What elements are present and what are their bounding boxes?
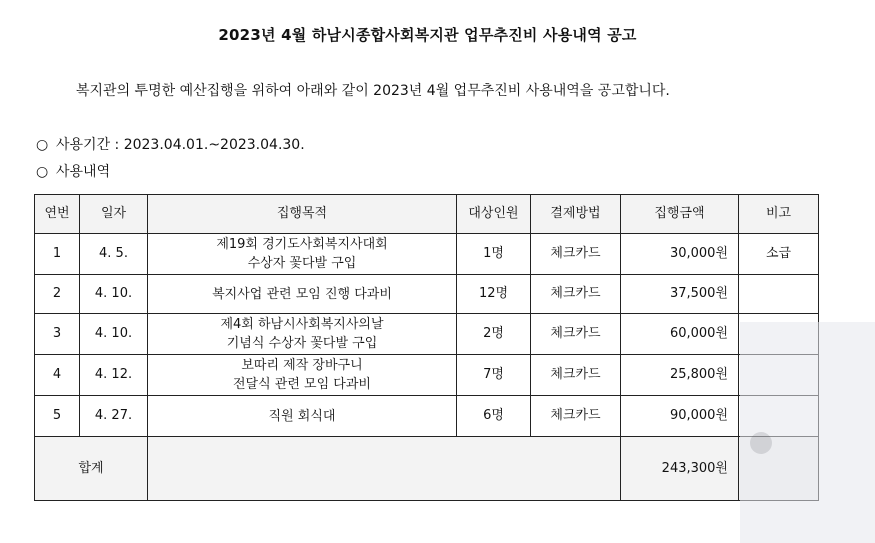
purpose-line: 제4회 하남시사회복지사의날 [220,317,384,332]
cell-people: 6명 [457,396,531,437]
purpose-line: 전달식 관련 모임 다과비 [233,377,371,392]
cell-purpose [148,355,457,396]
cell-no: 3 [35,314,80,355]
header-purpose: 집행목적 [148,195,457,234]
cell-method: 체크카드 [531,275,621,314]
circle-bullet-icon: ○ [36,164,49,180]
cell-method: 체크카드 [531,234,621,275]
cell-people: 1명 [457,234,531,275]
purpose-line: 직원 회식대 [268,408,336,424]
usage-period-label: 사용기간 : 2023.04.01.~2023.04.30. [56,137,305,153]
cell-no: 1 [35,234,80,275]
cell-date: 4. 10. [80,275,148,314]
cell-method: 체크카드 [531,396,621,437]
purpose-line: 보따리 제작 장바구니 [241,358,363,373]
cell-note [739,275,819,314]
header-no: 연번 [35,195,80,234]
usage-details-label: 사용내역 [56,164,111,180]
cell-purpose [148,314,457,355]
cell-date: 4. 27. [80,396,148,437]
cell-purpose [148,396,457,437]
cell-no: 4 [35,355,80,396]
cell-note [739,396,819,437]
purpose-line: 기념식 수상자 꽃다발 구입 [226,336,378,351]
cell-date: 4. 10. [80,314,148,355]
cell-method: 체크카드 [531,355,621,396]
usage-details-heading [36,161,110,181]
header-note: 비고 [739,195,819,234]
cell-note [739,314,819,355]
expense-table [34,194,819,501]
intro-text: 복지관의 투명한 예산집행을 위하여 아래와 같이 2023년 4월 업무추진비 사용내역을 공고합니다. [76,83,670,99]
cell-amount: 90,000원 [621,396,739,437]
circle-bullet-icon: ○ [36,137,49,153]
header-date: 일자 [80,195,148,234]
table-total-row [35,437,819,501]
page-title: 2023년 4월 하남시종합사회복지관 업무추진비 사용내역 공고 [218,26,637,44]
cell-no: 5 [35,396,80,437]
header-people: 대상인원 [457,195,531,234]
cell-people: 7명 [457,355,531,396]
purpose-line: 복지사업 관련 모임 진행 다과비 [212,286,392,302]
cell-people: 12명 [457,275,531,314]
cell-date: 4. 12. [80,355,148,396]
cell-method: 체크카드 [531,314,621,355]
cell-amount: 25,800원 [621,355,739,396]
cell-amount: 30,000원 [621,234,739,275]
table-row [35,396,819,437]
table-row [35,275,819,314]
total-blank-cell [148,437,621,501]
cell-no: 2 [35,275,80,314]
cell-purpose [148,275,457,314]
cell-purpose [148,234,457,275]
cell-date: 4. 5. [80,234,148,275]
total-label: 합계 [35,437,148,501]
header-amount: 집행금액 [621,195,739,234]
total-note-cell [739,437,819,501]
usage-period [36,134,305,154]
total-amount: 243,300원 [621,437,739,501]
cell-people: 2명 [457,314,531,355]
cell-amount: 37,500원 [621,275,739,314]
purpose-line: 수상자 꽃다발 구입 [247,256,357,271]
cell-note: 소급 [739,234,819,275]
table-header-row [35,195,819,234]
table-row [35,314,819,355]
table-row [35,234,819,275]
cell-note [739,355,819,396]
table-row [35,355,819,396]
cell-amount: 60,000원 [621,314,739,355]
header-method: 결제방법 [531,195,621,234]
purpose-line: 제19회 경기도사회복지사대회 [216,237,388,252]
